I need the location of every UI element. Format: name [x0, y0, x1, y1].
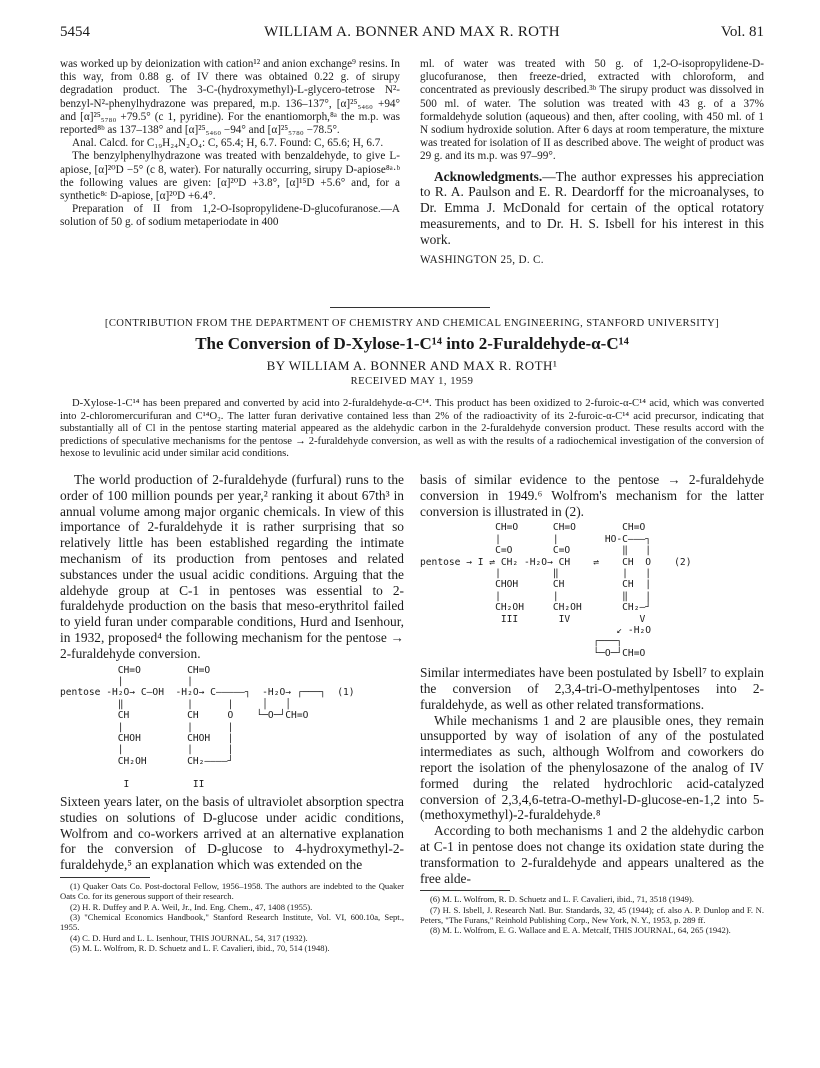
- body-paragraph: The world production of 2-furaldehyde (furfural) runs to the order of 100 million pounds per year,² ranking it about 67th³ in annual volume among major organic chemicals. In view of this importance of 2-furaldehyde it is rather surprising that so relatively little has been established regarding the intimate mechanism of its production from pentoses and related substances under the usual acidic conditions. Arguing that the aldehyde group at C-1 in pentoses was essential to 2-furaldehyde production on the basis that meso-erythritol failed to yield furan under comparable conditions, Hurd and Isenhour, in 1932, proposed⁴ the following mechanism for the pentose → 2-furaldehyde conversion.: [60, 472, 404, 661]
- body-paragraph: According to both mechanisms 1 and 2 the aldehydic carbon at C-1 in pentose does not change its oxidation state during the transformation to 2-furaldehyde and appears unaltered as the free alde-: [420, 823, 764, 886]
- prev-article-left-column: [60, 58, 400, 230]
- volume-label: Vol. 81: [720, 24, 764, 40]
- received-date: RECEIVED MAY 1, 1959: [350, 376, 474, 387]
- prev-paragraph: Anal. Calcd. for C₁₉H₂₄N₂O₄: C, 65.4; H, 6.7. Found: C, 65.6; H, 6.7.: [72, 137, 384, 150]
- contribution-line: [CONTRIBUTION FROM THE DEPARTMENT OF CHEMISTRY AND CHEMICAL ENGINEERING, STANFORD UNIVERSITY]: [104, 318, 720, 329]
- footnote: (6) M. L. Wolfrom, R. D. Schuetz and L. F. Cavalieri, ibid., 71, 3518 (1949).: [430, 894, 694, 905]
- article-title: The Conversion of D-Xylose-1-C¹⁴ into 2-Furaldehyde-α-C¹⁴: [195, 334, 629, 353]
- acknowledgments-body: —The author expresses his appreciation to R. A. Paulson and E. R. Deardorff for the microanalyses, to Dr. Emma J. McDonald for certain of the optical rotatory measurements, and to Dr. H. S. Isbell for his interest in this work.: [420, 168, 764, 247]
- prev-article-right-column: [420, 58, 764, 267]
- footnote: (5) M. L. Wolfrom, R. D. Schuetz and L. F. Cavalieri, ibid., 70, 514 (1948).: [70, 942, 330, 953]
- footnote: (3) "Chemical Economics Handbook," Stanford Research Institute, Vol. VI, 600.10a, Sept., 1955.: [60, 911, 404, 933]
- running-title: WILLIAM A. BONNER AND MAX R. ROTH: [264, 24, 560, 40]
- body-paragraph: While mechanisms 1 and 2 are plausible ones, they remain unsupported by way of isolation of any of the postulated intermediates as such, although Wolfrom and coworkers do report the isolation of the phenylosazone of the analog of IV formed during the related hydrochloric acid-catalyzed conversion of 2,3,4,6-tetra-O-methyl-D-glucose-en-1,2 into 5-(methoxymethyl)-2-furaldehyde.⁸: [420, 712, 764, 823]
- body-paragraph: basis of similar evidence to the pentose → 2-furaldehyde conversion in 1949.⁶ Wolfrom's mechanism for the latter conversion is illustrated in (2).: [420, 472, 764, 519]
- mechanism-scheme-2: CH=O CH=O CH=O | | HO-C———┐ C=O C=O ‖ | pentose → I ⇌ CH₂ -H₂O→ CH ⇌ CH O (2) | ‖ | | CHOH CH CH | | | ‖ | CH₂OH CH₂OH CH₂—┘ III IV V ↙ -H₂O ┌───┐ └─O─┘CH=O: [420, 522, 692, 659]
- prev-paragraph: The benzylphenylhydrazone was treated with benzaldehyde, to give L-apiose, [α]²⁰D −5° (c 8, water). For naturally occurring, sirupy D-apiose⁸ᵃ·ᵇ the following values are given: [α]²⁰D +3.8°, [α]¹⁵D +5.6° and, for a synthetic⁸ᶜ D-apiose, [α]²⁰D +6.4°.: [60, 150, 400, 203]
- prev-paragraph: ml. of water was treated with 50 g. of 1,2-O-isopropylidene-D-glucofuranose, then freeze-dried, extracted with chloroform, and concentrated as previously described.³ᵇ The sirupy product was dissolved in 500 ml. of water. The solution was treated with 43 g. of a 37% formaldehyde solution (aqueous) and then, after cooling, with 450 ml. of 1 N sodium hydroxide solution. After 6 days at room temperature, the mixture was treated for isolation of II as described above. The weight of product was 29 g. and its m.p. was 97–99°.: [420, 58, 764, 163]
- page-number: 5454: [60, 24, 90, 40]
- footnote: (8) M. L. Wolfrom, E. G. Wallace and E. A. Metcalf, THIS JOURNAL, 64, 265 (1942).: [430, 925, 731, 936]
- mechanism-scheme-1: CH=O CH=O | | pentose -H₂O→ C—OH -H₂O→ C—————┐ -H₂O→ ┌───┐ (1) ‖ | | │ │ CH CH O └─O─┘CH=O | | | CHOH CHOH | | | | CH₂OH CH₂————┘ I II: [60, 664, 355, 790]
- footnotes-left: [60, 881, 404, 953]
- article-authors: BY WILLIAM A. BONNER AND MAX R. ROTH¹: [266, 358, 558, 373]
- footnote: (4) C. D. Hurd and L. L. Isenhour, THIS JOURNAL, 54, 317 (1932).: [70, 932, 308, 943]
- footnote-rule: [60, 877, 150, 878]
- prev-paragraph: was worked up by deionization with cation¹² and anion exchange⁹ resins. In this way, from 0.88 g. of IV there was obtained 0.22 g. of sirupy degradation product. The 3-C-(hydroxymethyl)-L-glycero-tetrose N²-benzyl-N²-phenylhydrazone was prepared, m.p. 136–137°, [α]²⁵₅₄₆₀ +94° and [α]²⁵₅₇₈₀ +79.5° (c 1, pyridine). For the enantiomorph,⁸ᵃ the m.p. was reported⁸ᵇ as 137–138° and [α]²⁵₅₄₆₀ −94° and [α]²⁵₅₇₈₀ −78.5°.: [60, 58, 400, 137]
- article-left-column: [60, 472, 404, 953]
- footnote: (2) H. R. Duffey and P. A. Weil, Jr., Ind. Eng. Chem., 47, 1408 (1955).: [70, 901, 313, 912]
- acknowledgments-paragraph: [420, 169, 764, 248]
- abstract: [60, 398, 764, 461]
- signature: WASHINGTON 25, D. C.: [420, 253, 544, 266]
- article-right-column: [420, 472, 764, 936]
- footnote-rule: [420, 890, 510, 891]
- abstract-text: D-Xylose-1-C¹⁴ has been prepared and converted by acid into 2-furaldehyde-α-C¹⁴. This product has been oxidized to 2-furoic-α-C¹⁴ acid, which was converted into 2-chloromercurifuran and C¹⁴O₂. The latter furan derivative contained less than 2% of the radioactivity of its 2-furoic-α-C¹⁴ acid precursor, indicating that substantially all of Cl in the pentose starting material appeared as the aldehydic carbon in the 2-furaldehyde conversion product. These results accord with the predictions of speculative mechanisms for the pentose → 2-furaldehyde conversion, as well as with the results of a radiochemical investigation of the conversion of hexose to levulinic acid under similar acid conditions.: [60, 398, 764, 460]
- body-paragraph: Sixteen years later, on the basis of ultraviolet absorption spectra studies on solutions of D-glucose under acidic conditions, Wolfrom and co-workers arrived at an alternative explanation for the conversion of D-glucose to 4-hydroxymethyl-2-furaldehyde,⁵ an explanation which was extended on the: [60, 794, 404, 873]
- footnote: (7) H. S. Isbell, J. Research Natl. Bur. Standards, 32, 45 (1944); cf. also A. P. Dunlop and F. N. Peters, "The Furans," Reinhold Publishing Corp., New York, N. Y., 1953, p. 289 ff.: [420, 904, 764, 926]
- running-header: [60, 24, 764, 46]
- footnote: (1) Quaker Oats Co. Post-doctoral Fellow, 1956–1958. The authors are indebted to the Quaker Oats Co. for its generous support of their research.: [60, 881, 404, 902]
- acknowledgments-heading: Acknowledgments.: [434, 168, 543, 184]
- article-divider: [330, 307, 490, 308]
- prev-paragraph: Preparation of II from 1,2-O-Isopropylidene-D-glucofuranose.—A solution of 50 g. of sodium metaperiodate in 400: [60, 203, 400, 229]
- body-paragraph: Similar intermediates have been postulated by Isbell⁷ to explain the conversion of 2,3,4-tri-O-methylpentoses into 2-furaldehyde, as well as other related transformations.: [420, 665, 764, 712]
- footnotes-right: [420, 894, 764, 935]
